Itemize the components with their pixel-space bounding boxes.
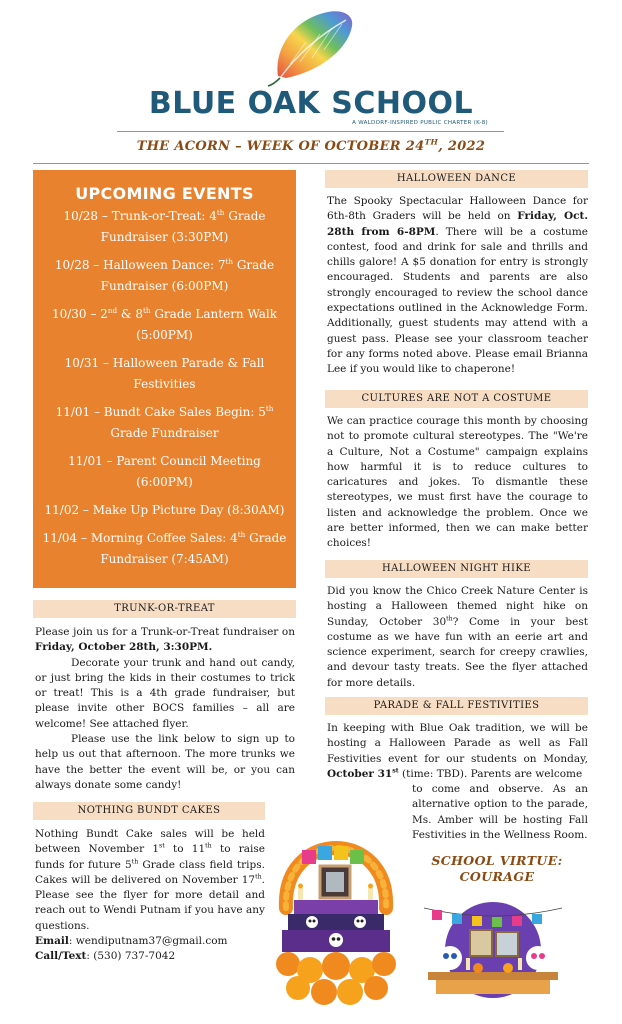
event-item: 11/02 – Make Up Picture Day (8:30AM) — [44, 503, 285, 517]
day-of-dead-altar-illustration — [418, 892, 568, 1004]
parade-festivities-body-continued — [412, 782, 588, 843]
school-virtue — [420, 853, 574, 885]
event-item: 10/28 – Halloween Dance: 7th Grade Fundraiser (6:00PM) — [54, 257, 275, 293]
school-tagline: A WALDORF-INSPIRED PUBLIC CHARTER (K-8) — [352, 120, 488, 126]
contact-phone: Call/Text: (530) 737-7042 — [35, 950, 176, 963]
hike-paragraph: Did you know the Chico Creek Nature Center is hosting a Halloween themed night hike on Sunday, October 30th? Come in your best costume as we have fun with an eerie art and science experiment, search for creepy crawlies, and devour tasty treats. See the flyer attached for more details. — [327, 585, 588, 689]
event-item: 11/04 – Morning Coffee Sales: 4th Grade Fundraiser (7:45AM) — [42, 530, 287, 566]
virtue-value: COURAGE — [459, 869, 535, 884]
bundt-cakes-body — [35, 827, 265, 965]
contact-email: Email: wendiputnam37@gmail.com — [35, 935, 228, 948]
header-divider — [117, 131, 504, 132]
virtue-label: SCHOOL VIRTUE: — [431, 853, 563, 868]
trunk-paragraph: Decorate your trunk and hand out candy, or just bring the kids in their costumes to trick or treat! This is a 4th grade fundraiser, but please invite other BOCS families – all are welcome! See attached flyer. — [35, 656, 295, 730]
title-divider — [33, 163, 589, 164]
marigold-altar-illustration — [268, 788, 404, 1010]
night-hike-heading: HALLOWEEN NIGHT HIKE — [325, 560, 588, 578]
trunk-or-treat-body — [35, 625, 295, 793]
cultures-not-costume-body — [327, 414, 588, 552]
costume-paragraph: We can practice courage this month by choosing not to promote cultural stereotypes. The "We're a Culture, Not a Costume" campaign explains how harmful it is to reduce cultures to caricatures and jokes. To dismantle these stereotypes, we must first have the courage to listen and acknowledge the problem. Once we are better informed, then we can make better choices! — [327, 415, 588, 550]
upcoming-events-heading: UPCOMING EVENTS — [75, 184, 254, 203]
trunk-intro: Please join us for a Trunk-or-Treat fundraiser on Friday, October 28th, 3:30PM. — [35, 626, 295, 654]
issue-title: THE ACORN – WEEK OF OCTOBER 24TH, 2022 — [136, 137, 486, 154]
parade-paragraph: In keeping with Blue Oak tradition, we will be hosting a Halloween Parade as well as Fall Festivities event for our students on Monday, October 31st (time: TBD). Parents are welcome — [327, 722, 588, 780]
dance-paragraph: The Spooky Spectacular Halloween Dance for 6th-8th Graders will be held on Friday, Oct. 28th from 6-8PM. There will be a costume contest, food and drink for sale and thrills and chills galore! A $5 donation for entry is strongly encouraged. Students and parents are also strongly encouraged to review the school dance expectations outlined in the Acknowledge Form. Additionally, guest students may attend with a guest pass. Please see your classroom teacher for any forms noted above. Please email Brianna Lee if you would like to chaperone! — [327, 195, 589, 376]
parade-festivities-body — [327, 721, 588, 782]
bundt-cakes-heading: NOTHING BUNDT CAKES — [33, 802, 265, 820]
upcoming-events-panel — [33, 170, 296, 588]
event-item: 10/30 – 2nd & 8th Grade Lantern Walk (5:00PM) — [51, 306, 278, 342]
trunk-or-treat-heading: TRUNK-OR-TREAT — [33, 600, 296, 618]
night-hike-body — [327, 584, 588, 691]
halloween-dance-body — [327, 194, 588, 378]
event-item: 11/01 – Parent Council Meeting (6:00PM) — [68, 454, 261, 489]
school-name: BLUE OAK SCHOOL — [148, 86, 474, 121]
event-item: 10/28 – Trunk-or-Treat: 4th Grade Fundraiser (3:30PM) — [63, 208, 266, 244]
parade-festivities-heading: PARADE & FALL FESTIVITIES — [325, 697, 588, 715]
cultures-not-costume-heading: CULTURES ARE NOT A COSTUME — [325, 390, 588, 408]
bundt-paragraph: Nothing Bundt Cake sales will be held between November 1st to 11th to raise funds for future 5th Grade class field trips. Cakes will be delivered on November 17th. Please see the flyer for more detail and reach out to Wendi Putnam if you have any questions. — [35, 828, 265, 932]
parade-paragraph: to come and observe. As an alternative option to the parade, Ms. Amber will be hosting Fall Festivities in the Wellness Room. — [412, 783, 588, 841]
event-item: 10/31 – Halloween Parade & Fall Festivities — [64, 356, 265, 391]
feather-leaf-icon — [266, 6, 358, 88]
halloween-dance-heading: HALLOWEEN DANCE — [325, 170, 588, 188]
trunk-paragraph: Please use the link below to sign up to help us out that afternoon. The more trunks we have the better the event will be, or you can always donate some candy! — [35, 733, 295, 791]
event-item: 11/01 – Bundt Cake Sales Begin: 5th Grade Fundraiser — [55, 404, 274, 440]
